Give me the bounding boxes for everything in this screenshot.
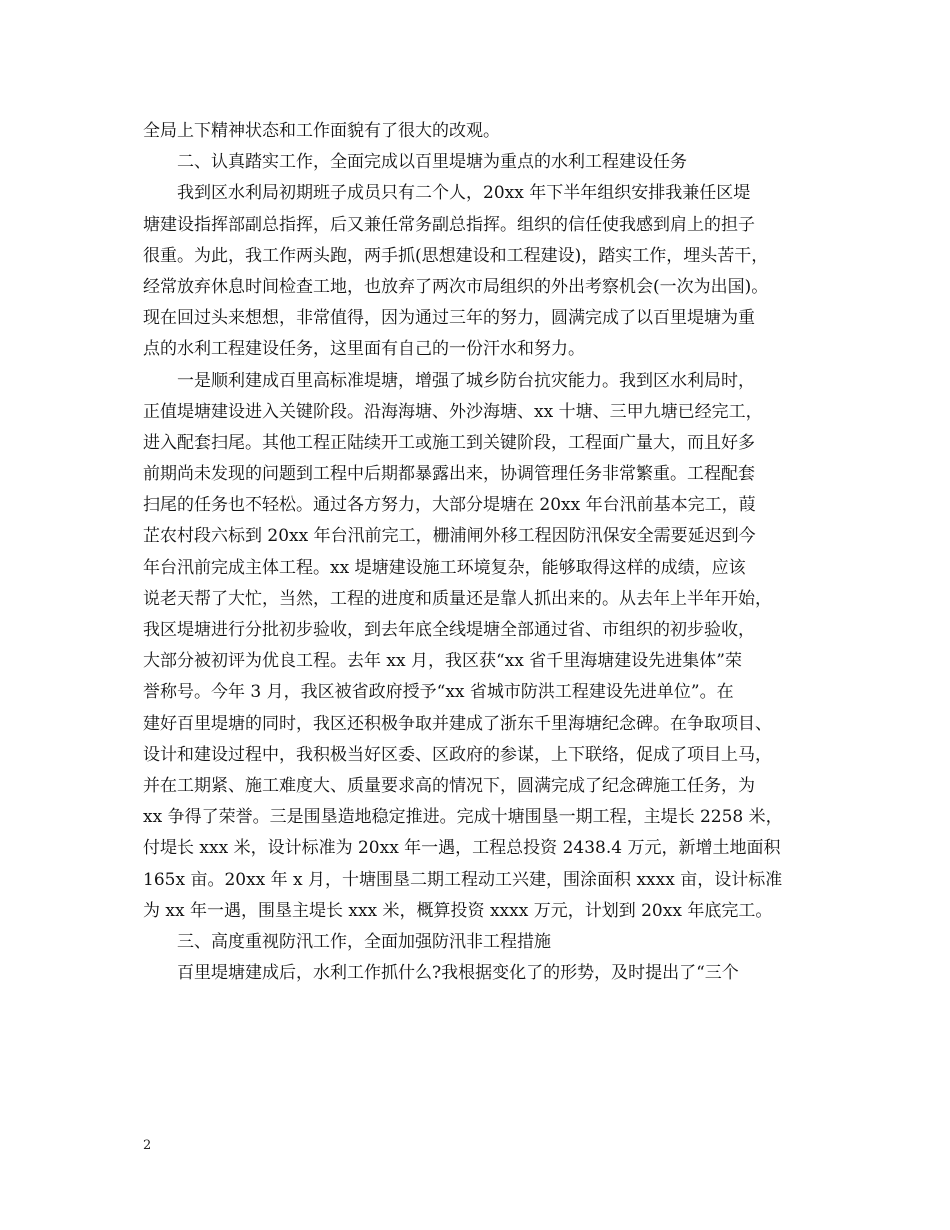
text-line: 誉称号。今年 3 月，我区被省政府授予“xx 省城市防洪工程建设先进单位”。在 <box>143 682 734 703</box>
text-line: 进入配套扫尾。其他工程正陆续开工或施工到关键阶段，工程面广量大，而且好多 <box>143 432 755 453</box>
text-line: 年台汛前完成主体工程。xx 堤塘建设施工环境复杂，能够取得这样的成绩，应该 <box>143 557 746 578</box>
text-line: xx 争得了荣誉。三是围垦造地稳定推进。完成十塘围垦一期工程，主堤长 2258 米， <box>143 807 783 828</box>
text-line: 说老天帮了大忙，当然，工程的进度和质量还是靠人抓出来的。从去年上半年开始， <box>143 588 772 609</box>
text-line: 百里堤塘建成后，水利工作抓什么?我根据变化了的形势，及时提出了“三个 <box>177 963 739 984</box>
text-line: 扫尾的任务也不轻松。通过各方努力，大部分堤塘在 20xx 年台汛前基本完工，葭 <box>143 495 756 516</box>
text-line: 现在回过头来想想，非常值得，因为通过三年的努力，圆满完成了以百里堤塘为重 <box>143 308 755 329</box>
text-line: 我到区水利局初期班子成员只有二个人，20xx 年下半年组织安排我兼任区堤 <box>177 183 751 204</box>
text-line: 前期尚未发现的问题到工程中后期都暴露出来，协调管理任务非常繁重。工程配套 <box>143 464 755 485</box>
text-line: 我区堤塘进行分批初步验收，到去年底全线堤塘全部通过省、市组织的初步验收， <box>143 620 755 640</box>
text-line: 并在工期紧、施工难度大、质量要求高的情况下，圆满完成了纪念碑施工任务，为 <box>143 775 755 796</box>
text-line: 经常放弃休息时间检查工地，也放弃了两次市局组织的外出考察机会(一次为出国)。 <box>143 276 769 297</box>
text-line: 一是顺利建成百里高标准堤塘，增强了城乡防台抗灾能力。我到区水利局时， <box>177 370 755 391</box>
text-line: 芷农村段六标到 20xx 年台汛前完工，栅浦闸外移工程因防汛保安全需要延迟到今 <box>143 526 756 547</box>
document-body <box>143 116 833 989</box>
section-heading: 三、高度重视防汛工作，全面加强防汛非工程措施 <box>177 931 551 952</box>
section-heading: 二、认真踏实工作，全面完成以百里堤塘为重点的水利工程建设任务 <box>177 152 687 173</box>
text-line: 建好百里堤塘的同时，我区还积极争取并建成了浙东千里海塘纪念碑。在争取项目、 <box>143 713 772 734</box>
text-line: 很重。为此，我工作两头跑，两手抓(思想建设和工程建设)，踏实工作，埋头苦干， <box>143 245 769 266</box>
text-line: 全局上下精神状态和工作面貌有了很大的改观。 <box>143 121 500 141</box>
page-number: 2 <box>143 1138 152 1153</box>
text-line: 塘建设指挥部副总指挥，后又兼任常务副总指挥。组织的信任使我感到肩上的担子 <box>143 214 755 235</box>
text-line: 为 xx 年一遇，围垦主堤长 xxx 米，概算投资 xxxx 万元，计划到 20xx 年底完工。 <box>143 900 773 921</box>
text-line: 付堤长 xxx 米，设计标准为 20xx 年一遇，工程总投资 2438.4 万元，新增土地面积 <box>143 838 781 859</box>
text-line: 大部分被初评为优良工程。去年 xx 月，我区获“xx 省千里海塘建设先进集体”荣 <box>143 651 742 672</box>
text-line: 正值堤塘建设进入关键阶段。沿海海塘、外沙海塘、xx 十塘、三甲九塘已经完工， <box>143 401 763 422</box>
text-line: 点的水利工程建设任务，这里面有自己的一份汗水和努力。 <box>143 339 585 360</box>
text-line: 设计和建设过程中，我积极当好区委、区政府的参谋，上下联络，促成了项目上马， <box>143 744 772 765</box>
text-line: 165x 亩。20xx 年 x 月，十塘围垦二期工程动工兴建，围涂面积 xxxx 亩，设计标准 <box>143 869 783 890</box>
